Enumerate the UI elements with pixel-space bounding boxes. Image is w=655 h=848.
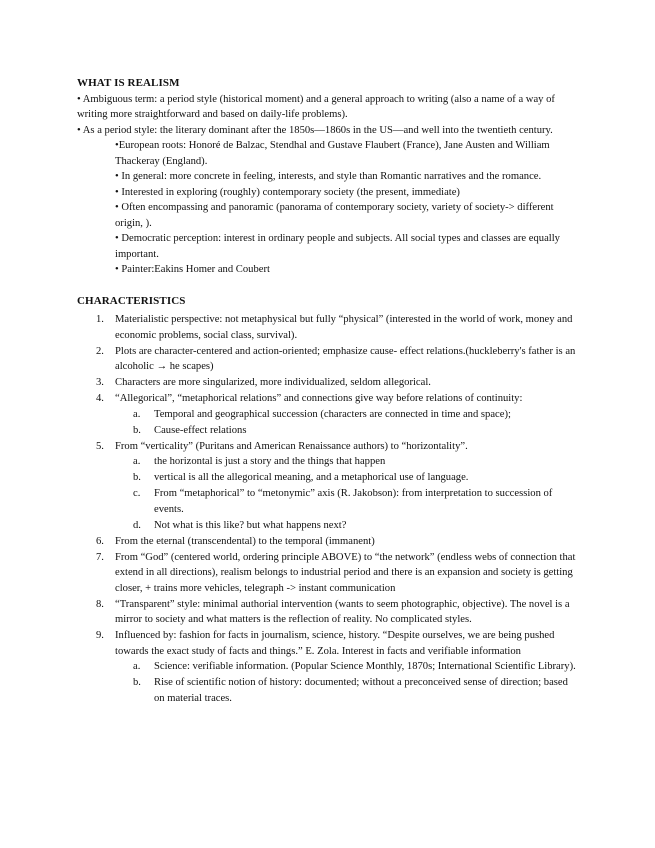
list-number: 4.: [96, 393, 104, 404]
characteristics-list: [77, 312, 577, 706]
list-item: [77, 439, 577, 534]
sub-bullet-item: • Often encompassing and panoramic (panorama of contemporary society, variety of society-> different origin, ).: [115, 202, 554, 229]
sub-list-text: Rise of scientific notion of history: documented; without a preconceived sense of direction; based on material traces.: [154, 677, 568, 704]
sub-list-text: From “metaphorical” to “metonymic” axis (R. Jakobson): from interpretation to succession of events.: [154, 488, 553, 515]
sub-list: [115, 407, 577, 439]
sub-list-letter: c.: [133, 488, 141, 499]
sub-bullet-item: • In general: more concrete in feeling, interests, and style than Romantic narratives and the romance.: [115, 171, 542, 182]
list-item: [77, 597, 577, 628]
sub-list-letter: b.: [133, 472, 141, 483]
list-number: 6.: [96, 535, 104, 547]
sub-list-text: the horizontal is just a story and the things that happen: [154, 456, 386, 467]
sub-bullet-item: • Democratic perception: interest in ordinary people and subjects. All social types and classes are equally important.: [115, 233, 560, 260]
sub-list-item: [115, 675, 577, 706]
list-number: 5.: [96, 440, 104, 452]
list-item-text: “Allegorical”, “metaphorical relations” and connections give way before relations of continuity:: [115, 393, 523, 404]
list-number: 9.: [96, 630, 104, 641]
sub-list-item: [115, 518, 577, 534]
list-item: [77, 375, 577, 391]
section-heading-characteristics: CHARACTERISTICS: [77, 294, 186, 307]
sub-bullet-item: • Painter:Eakins Homer and Coubert: [115, 264, 270, 275]
sub-list-item: [115, 486, 577, 517]
list-item-text: From “God” (centered world, ordering principle ABOVE) to “the network” (endless webs of connection that extend in all directions), realism belongs to industrial period and there is an expansion and society is getting closer, + trains more vehicles, telegraph -> instant communication: [115, 551, 576, 594]
list-number: 3.: [96, 377, 104, 388]
list-item-text: Materialistic perspective: not metaphysical but fully “physical” (interested in the world of work, money and economic problems, social class, survival).: [115, 314, 573, 341]
sub-list-letter: a.: [133, 408, 141, 420]
list-number: 1.: [96, 314, 104, 325]
sub-bullet-list: [115, 138, 577, 278]
list-item: [77, 312, 577, 343]
list-item: [77, 628, 577, 706]
sub-list-text: Cause-effect relations: [154, 424, 247, 436]
sub-list-text: Not what is this like? but what happens next?: [154, 519, 347, 531]
bullet-list: [77, 92, 577, 139]
sub-list-text: Temporal and geographical succession (characters are connected in time and space);: [154, 408, 511, 420]
sub-list-letter: b.: [133, 677, 141, 688]
sub-list-text: vertical is all the allegorical meaning, and a metaphorical use of language.: [154, 472, 469, 483]
list-number: 2.: [96, 345, 104, 357]
list-item-text: Plots are character-centered and action-oriented; emphasize cause- effect relations.(huckleberry's father is an alcoholic → he scapes): [115, 345, 576, 372]
sub-list-letter: a.: [133, 661, 141, 672]
list-item: [77, 534, 577, 550]
sub-list: [115, 454, 577, 533]
sub-list: [115, 659, 577, 706]
list-item-text: From the eternal (transcendental) to the temporal (immanent): [115, 535, 375, 547]
sub-list-item: [115, 659, 577, 675]
sub-list-letter: b.: [133, 424, 141, 436]
document-body: [77, 76, 577, 707]
sub-list-item: [115, 470, 577, 486]
sub-list-letter: d.: [133, 519, 141, 531]
section-heading-realism: WHAT IS REALISM: [77, 77, 180, 89]
list-item: [77, 550, 577, 597]
sub-bullet-item: •European roots: Honoré de Balzac, Stendhal and Gustave Flaubert (France), Jane Austen and William Thackeray (England).: [115, 140, 550, 167]
list-item: [77, 391, 577, 438]
list-item: [77, 344, 577, 375]
list-number: 8.: [96, 598, 104, 610]
sub-list-text: Science: verifiable information. (Popular Science Monthly, 1870s; International Scientific Library).: [154, 661, 576, 672]
list-item-text: Influenced by: fashion for facts in journalism, science, history. “Despite ourselves, we are being pushed towards the exact study of facts and things.” E. Zola. Interest in facts and verifiable information: [115, 630, 555, 657]
bullet-item: • As a period style: the literary dominant after the 1850s—1860s in the US—and well into the twentieth century.: [77, 124, 553, 136]
list-item-text: From “verticality” (Puritans and American Renaissance authors) to “horizontality”.: [115, 440, 468, 452]
sub-list-item: [115, 407, 577, 423]
sub-list-item: [115, 423, 577, 439]
list-item-text: “Transparent” style: minimal authorial intervention (wants to seem photographic, objective). The novel is a mirror to society and what matters is the reflection of reality. No complicated styles.: [115, 598, 570, 625]
sub-list-item: [115, 454, 577, 470]
sub-list-letter: a.: [133, 456, 141, 467]
sub-bullet-item: • Interested in exploring (roughly) contemporary society (the present, immediate): [115, 186, 460, 198]
bullet-item: • Ambiguous term: a period style (historical moment) and a general approach to writing (also a name of a way of writing more straightforward and based on daily-life problems).: [77, 93, 555, 120]
list-number: 7.: [96, 551, 104, 563]
list-item-text: Characters are more singularized, more individualized, seldom allegorical.: [115, 377, 431, 388]
